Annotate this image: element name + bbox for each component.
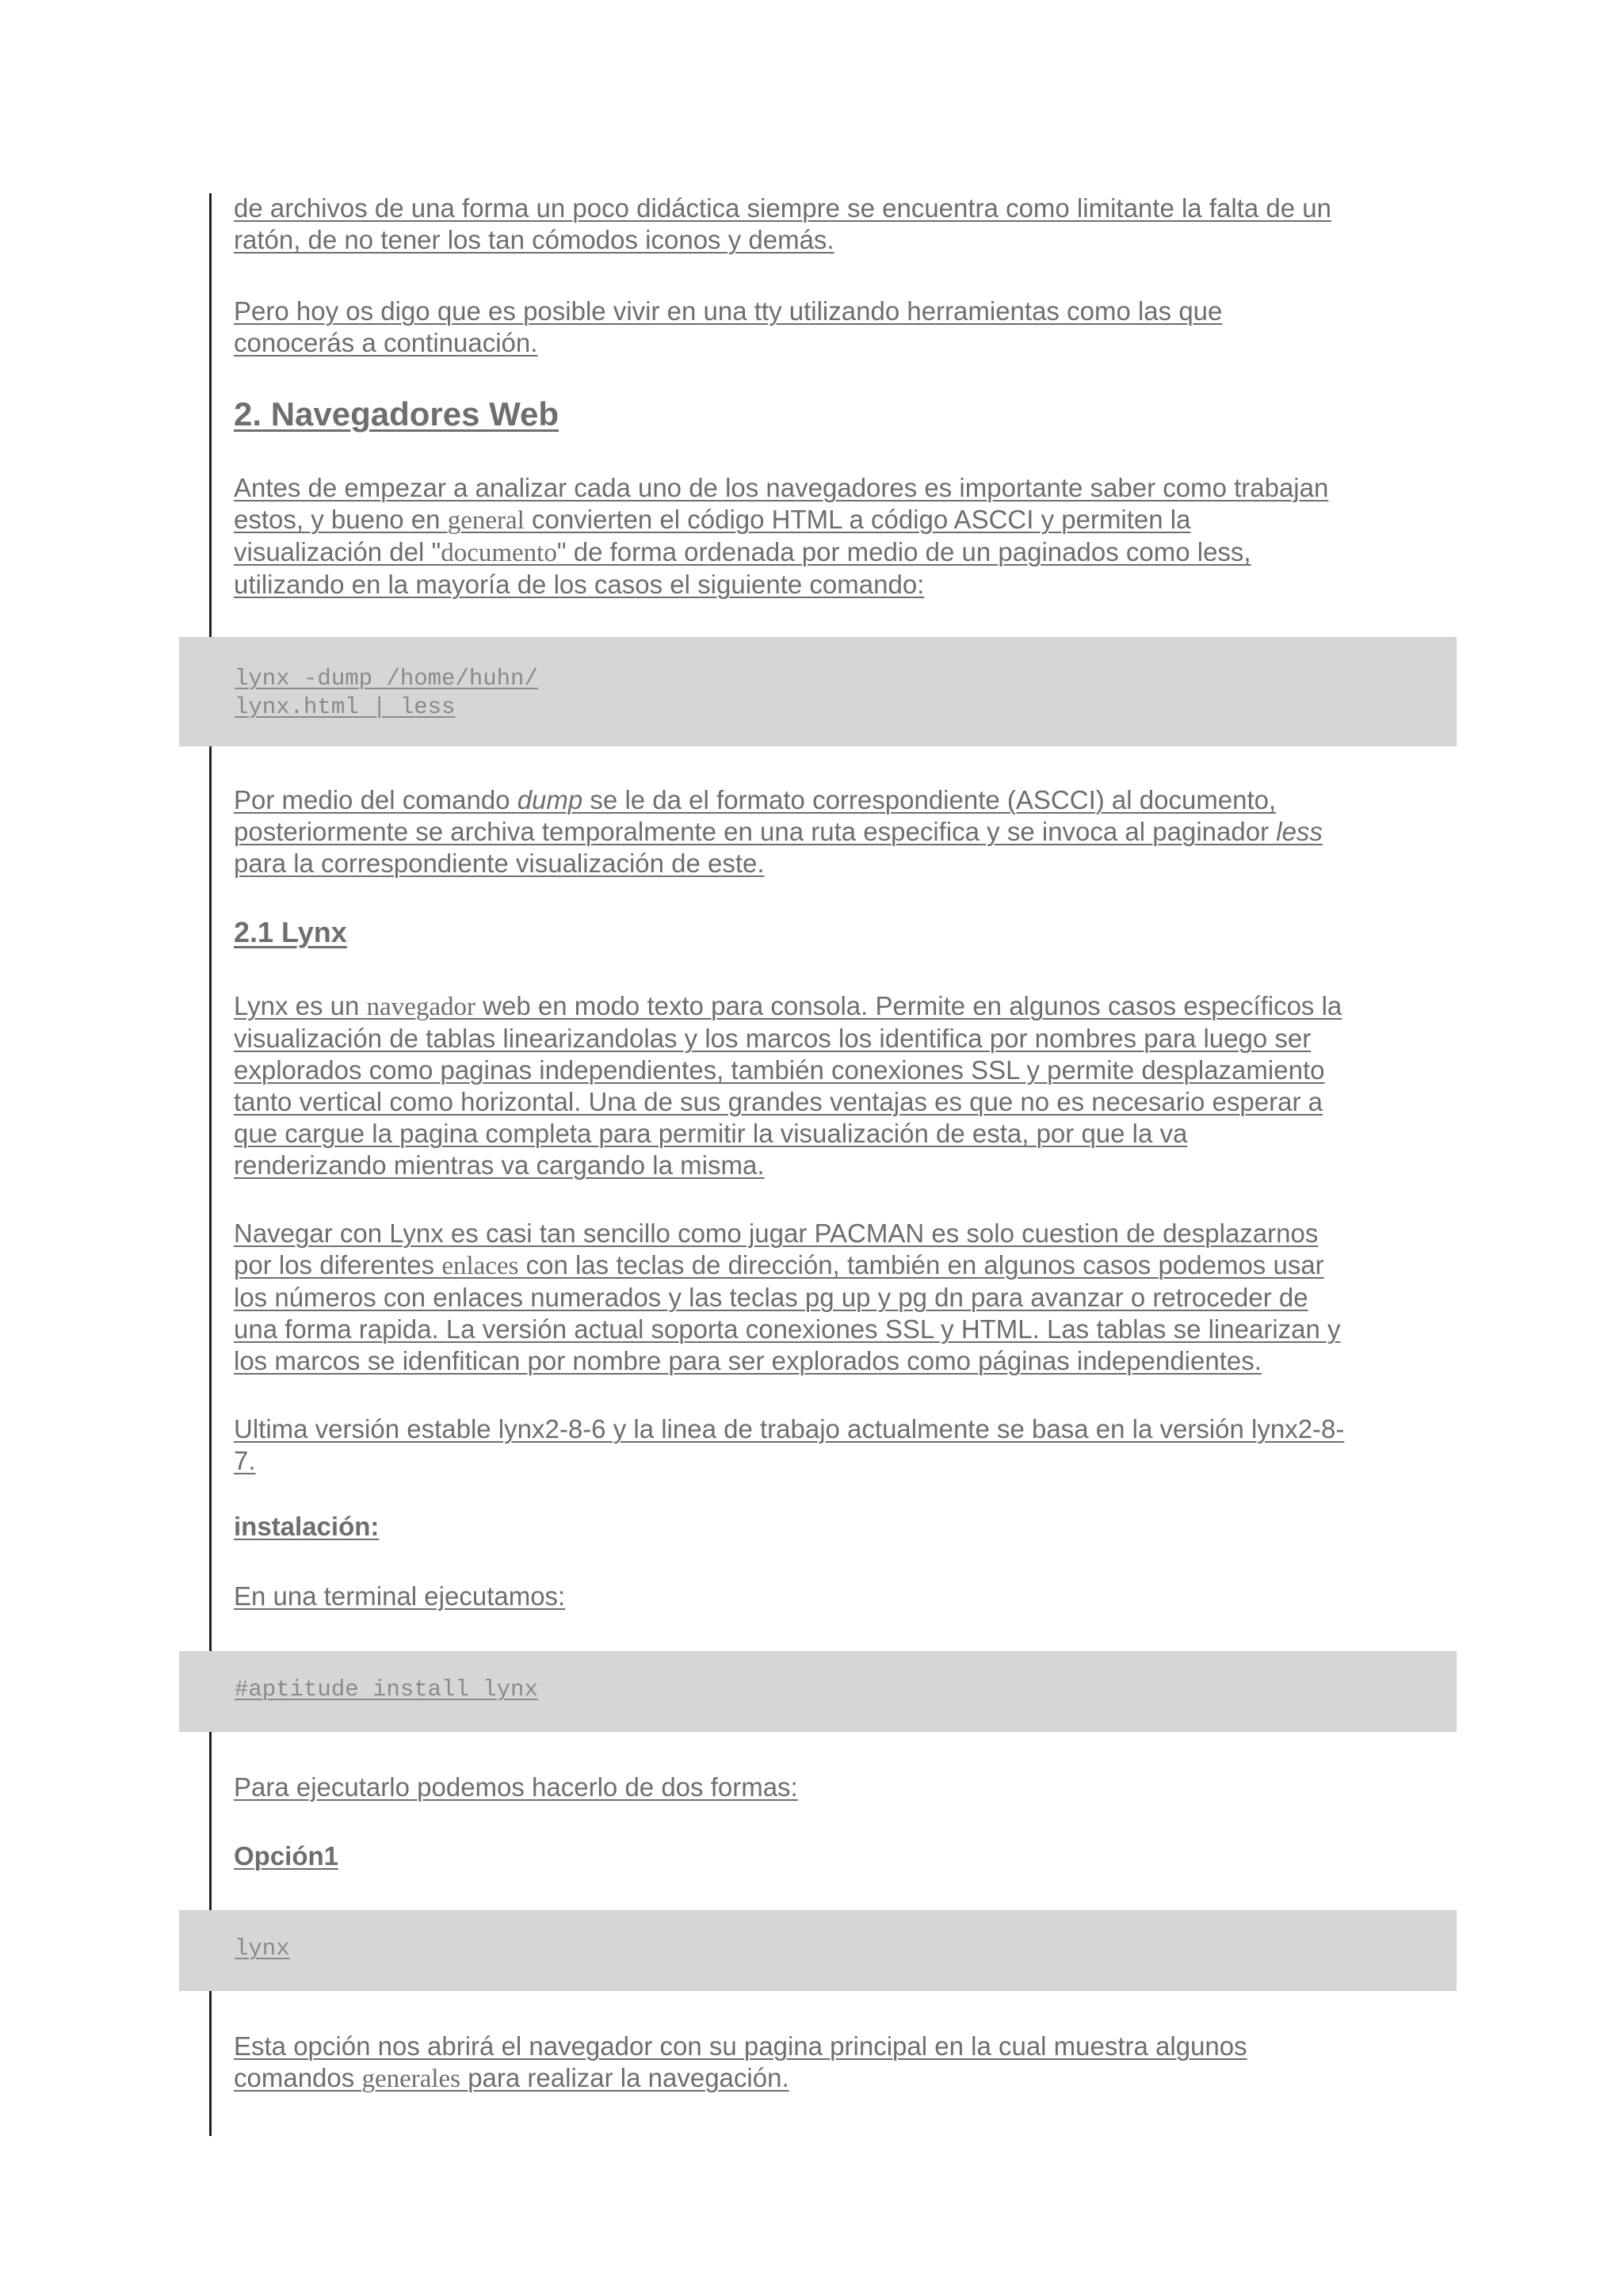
dump-paragraph xyxy=(234,784,1407,879)
text-span: estos, y bueno en xyxy=(234,505,448,534)
run-text: Para ejecutarlo podemos hacerlo de dos formas: xyxy=(234,1772,798,1802)
code-block-install xyxy=(179,1651,1457,1732)
code-text: lynx xyxy=(235,1936,290,1962)
text-span: visualización del " xyxy=(234,537,441,566)
italic-word: less xyxy=(1276,817,1323,846)
text-line: utilizando en la mayoría de los casos el siguiente comando: xyxy=(234,570,925,599)
lynx-version-paragraph xyxy=(234,1413,1407,1477)
lynx-paragraph-2 xyxy=(234,1218,1407,1377)
text-span: se le da el formato correspondiente (ASCCI) al documento, xyxy=(582,785,1277,814)
text-span: posteriormente se archiva temporalmente en una ruta especifica y se invoca al paginador xyxy=(234,817,1277,846)
code-block-lynx xyxy=(179,1910,1457,1991)
text-line: Antes de empezar a analizar cada uno de los navegadores es importante saber como trabajan xyxy=(234,473,1329,502)
serif-word: general xyxy=(447,506,525,535)
text-span: convierten el código HTML a código ASCCI y permiten la xyxy=(524,505,1191,534)
text-span: web en modo texto para consola. Permite en algunos casos específicos la xyxy=(475,991,1342,1020)
text-span: con las teclas de dirección, también en algunos casos podemos usar xyxy=(518,1250,1324,1280)
text-line: los marcos se idenfitican por nombre para ser explorados como páginas independientes. xyxy=(234,1346,1262,1375)
text-line: explorados como paginas independientes, también conexiones SSL y permite desplazamiento xyxy=(234,1055,1325,1085)
text-span: Lynx es un xyxy=(234,991,367,1020)
section-heading-lynx: 2.1 Lynx xyxy=(234,916,347,948)
navegadores-paragraph xyxy=(234,472,1407,601)
text-line: para la correspondiente visualización de este. xyxy=(234,849,765,878)
intro-paragraph-2 xyxy=(234,296,1407,359)
text-line: tanto vertical como horizontal. Una de sus grandes ventajas es que no es necesario esperar a xyxy=(234,1087,1323,1116)
code-text: #aptitude install lynx xyxy=(235,1676,538,1703)
text-line: renderizando mientras va cargando la misma. xyxy=(234,1150,765,1180)
final-paragraph xyxy=(234,2031,1407,2095)
text-line: Ultima versión estable lynx2-8-6 y la linea de trabajo actualmente se basa en la versión lynx2-8- xyxy=(234,1414,1345,1444)
text-line: 7. xyxy=(234,1446,256,1475)
serif-word: documento xyxy=(441,539,557,567)
text-span: para realizar la navegación. xyxy=(460,2063,789,2092)
text-span: por los diferentes xyxy=(234,1250,442,1280)
text-line: Navegar con Lynx es casi tan sencillo como jugar PACMAN es solo cuestion de desplazarnos xyxy=(234,1219,1319,1248)
intro-line: ratón, de no tener los tan cómodos iconos y demás. xyxy=(234,225,834,254)
code-line: lynx -dump /home/huhn/ xyxy=(235,666,538,692)
install-text: En una terminal ejecutamos: xyxy=(234,1581,566,1611)
option1-heading: Opción1 xyxy=(234,1841,339,1871)
left-margin-rule xyxy=(209,193,212,2136)
intro-line: de archivos de una forma un poco didáctica siempre se encuentra como limitante la falta de un xyxy=(234,193,1331,223)
serif-word: navegador xyxy=(366,993,475,1021)
text-span: comandos xyxy=(234,2063,362,2092)
serif-word: generales xyxy=(361,2065,461,2093)
intro-paragraph xyxy=(234,193,1407,256)
serif-word: enlaces xyxy=(441,1252,519,1280)
text-span: " de forma ordenada por medio de un paginados como less, xyxy=(556,537,1251,566)
text-line: que cargue la pagina completa para permitir la visualización de esta, por que la va xyxy=(234,1119,1188,1148)
text-line: los números con enlaces numerados y las teclas pg up y pg dn para avanzar o retroceder de xyxy=(234,1283,1308,1312)
text-line: visualización de tablas linearizandolas y los marcos los identifica por nombres para luego ser xyxy=(234,1024,1312,1053)
lynx-paragraph-1 xyxy=(234,990,1407,1181)
code-line: lynx.html | less xyxy=(235,694,456,720)
section-heading-navegadores: 2. Navegadores Web xyxy=(234,395,559,433)
text-line: una forma rapida. La versión actual soporta conexiones SSL y HTML. Las tablas se linearizan y xyxy=(234,1314,1341,1344)
install-heading: instalación: xyxy=(234,1512,380,1541)
code-block-lynx-dump xyxy=(179,637,1457,746)
code-text xyxy=(235,665,538,722)
text-line: Esta opción nos abrirá el navegador con su pagina principal en la cual muestra algunos xyxy=(234,2031,1247,2061)
text-span: Por medio del comando xyxy=(234,785,517,814)
intro-line: conocerás a continuación. xyxy=(234,328,538,357)
italic-word: dump xyxy=(517,785,583,814)
intro-line: Pero hoy os digo que es posible vivir en una tty utilizando herramientas como las que xyxy=(234,296,1223,326)
